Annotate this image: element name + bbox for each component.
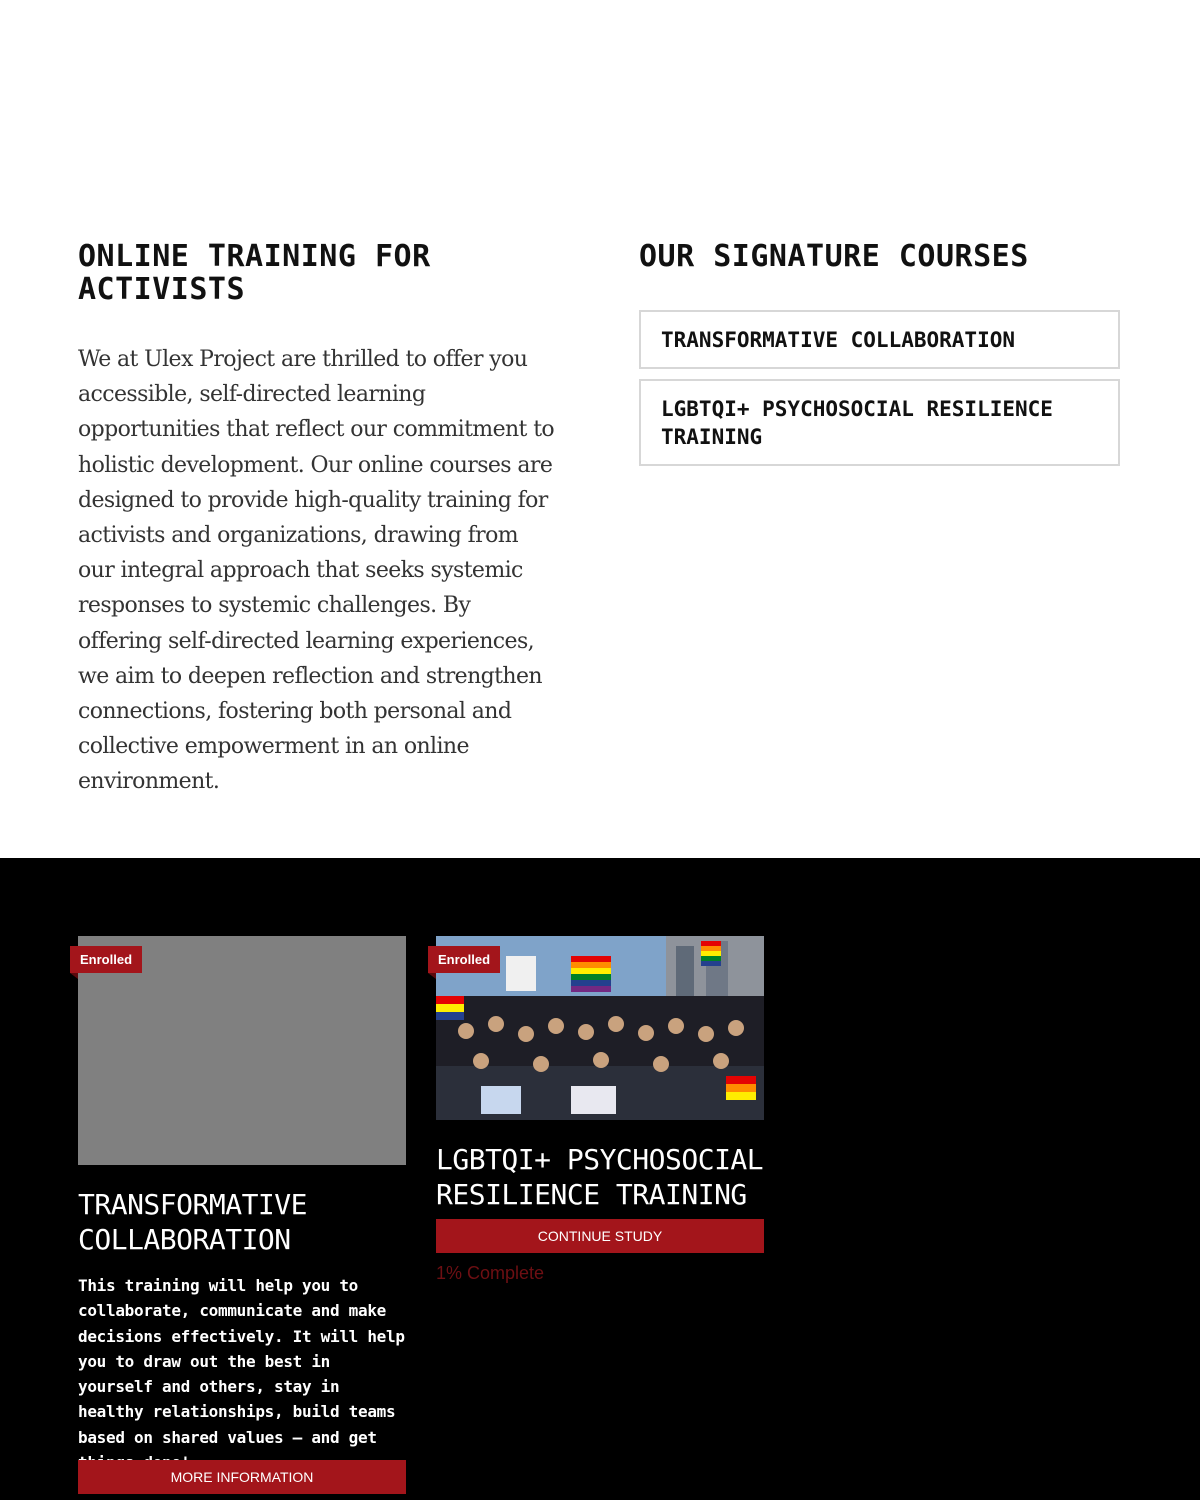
more-information-button[interactable]: MORE INFORMATION — [78, 1460, 406, 1494]
course-card-description: This training will help you to collaborate, communicate and make decisions effectively. It will help you to draw out the best in yourself and others, stay in healthy relationships, build teams based on shared values – and get — [78, 1276, 405, 1447]
course-card — [436, 936, 764, 1285]
course-thumbnail-photo[interactable] — [436, 936, 764, 1120]
course-card — [78, 936, 406, 1500]
enrolled-badge: Enrolled — [428, 946, 500, 973]
signature-course-link-lgbtqi-resilience[interactable]: LGBTQI+ PSYCHOSOCIAL RESILIENCE TRAINING — [639, 379, 1120, 466]
course-card-title[interactable]: LGBTQI+ PSYCHOSOCIAL RESILIENCE TRAINING — [436, 1143, 764, 1211]
intro-paragraph: We at Ulex Project are thrilled to offer you accessible, self-directed learning opportunities that reflect our commitment to holistic development. Our online courses are designed to provide high-quality training for activists and organizations, drawing from our integral approach that seeks systemic responses to systemic challenges. By offering self-directed learning experiences, we aim to deepen reflection and strengthen connections, fostering both personal and collective empowerment in an online environment. — [78, 347, 555, 795]
course-thumbnail-placeholder[interactable] — [78, 936, 406, 1165]
signature-course-link-transformative-collaboration[interactable]: TRANSFORMATIVE COLLABORATION — [639, 310, 1120, 369]
enrolled-badge: Enrolled — [70, 946, 142, 973]
course-grid-section — [0, 858, 1200, 1500]
intro-heading: ONLINE TRAINING FOR ACTIVISTS — [78, 239, 431, 307]
continue-study-button[interactable]: CONTINUE STUDY — [436, 1219, 764, 1253]
signature-courses-heading: OUR SIGNATURE COURSES — [639, 239, 1029, 274]
course-card-title[interactable]: TRANSFORMATIVE COLLABORATION — [78, 1188, 308, 1256]
course-progress-text: 1% Complete — [436, 1263, 545, 1283]
